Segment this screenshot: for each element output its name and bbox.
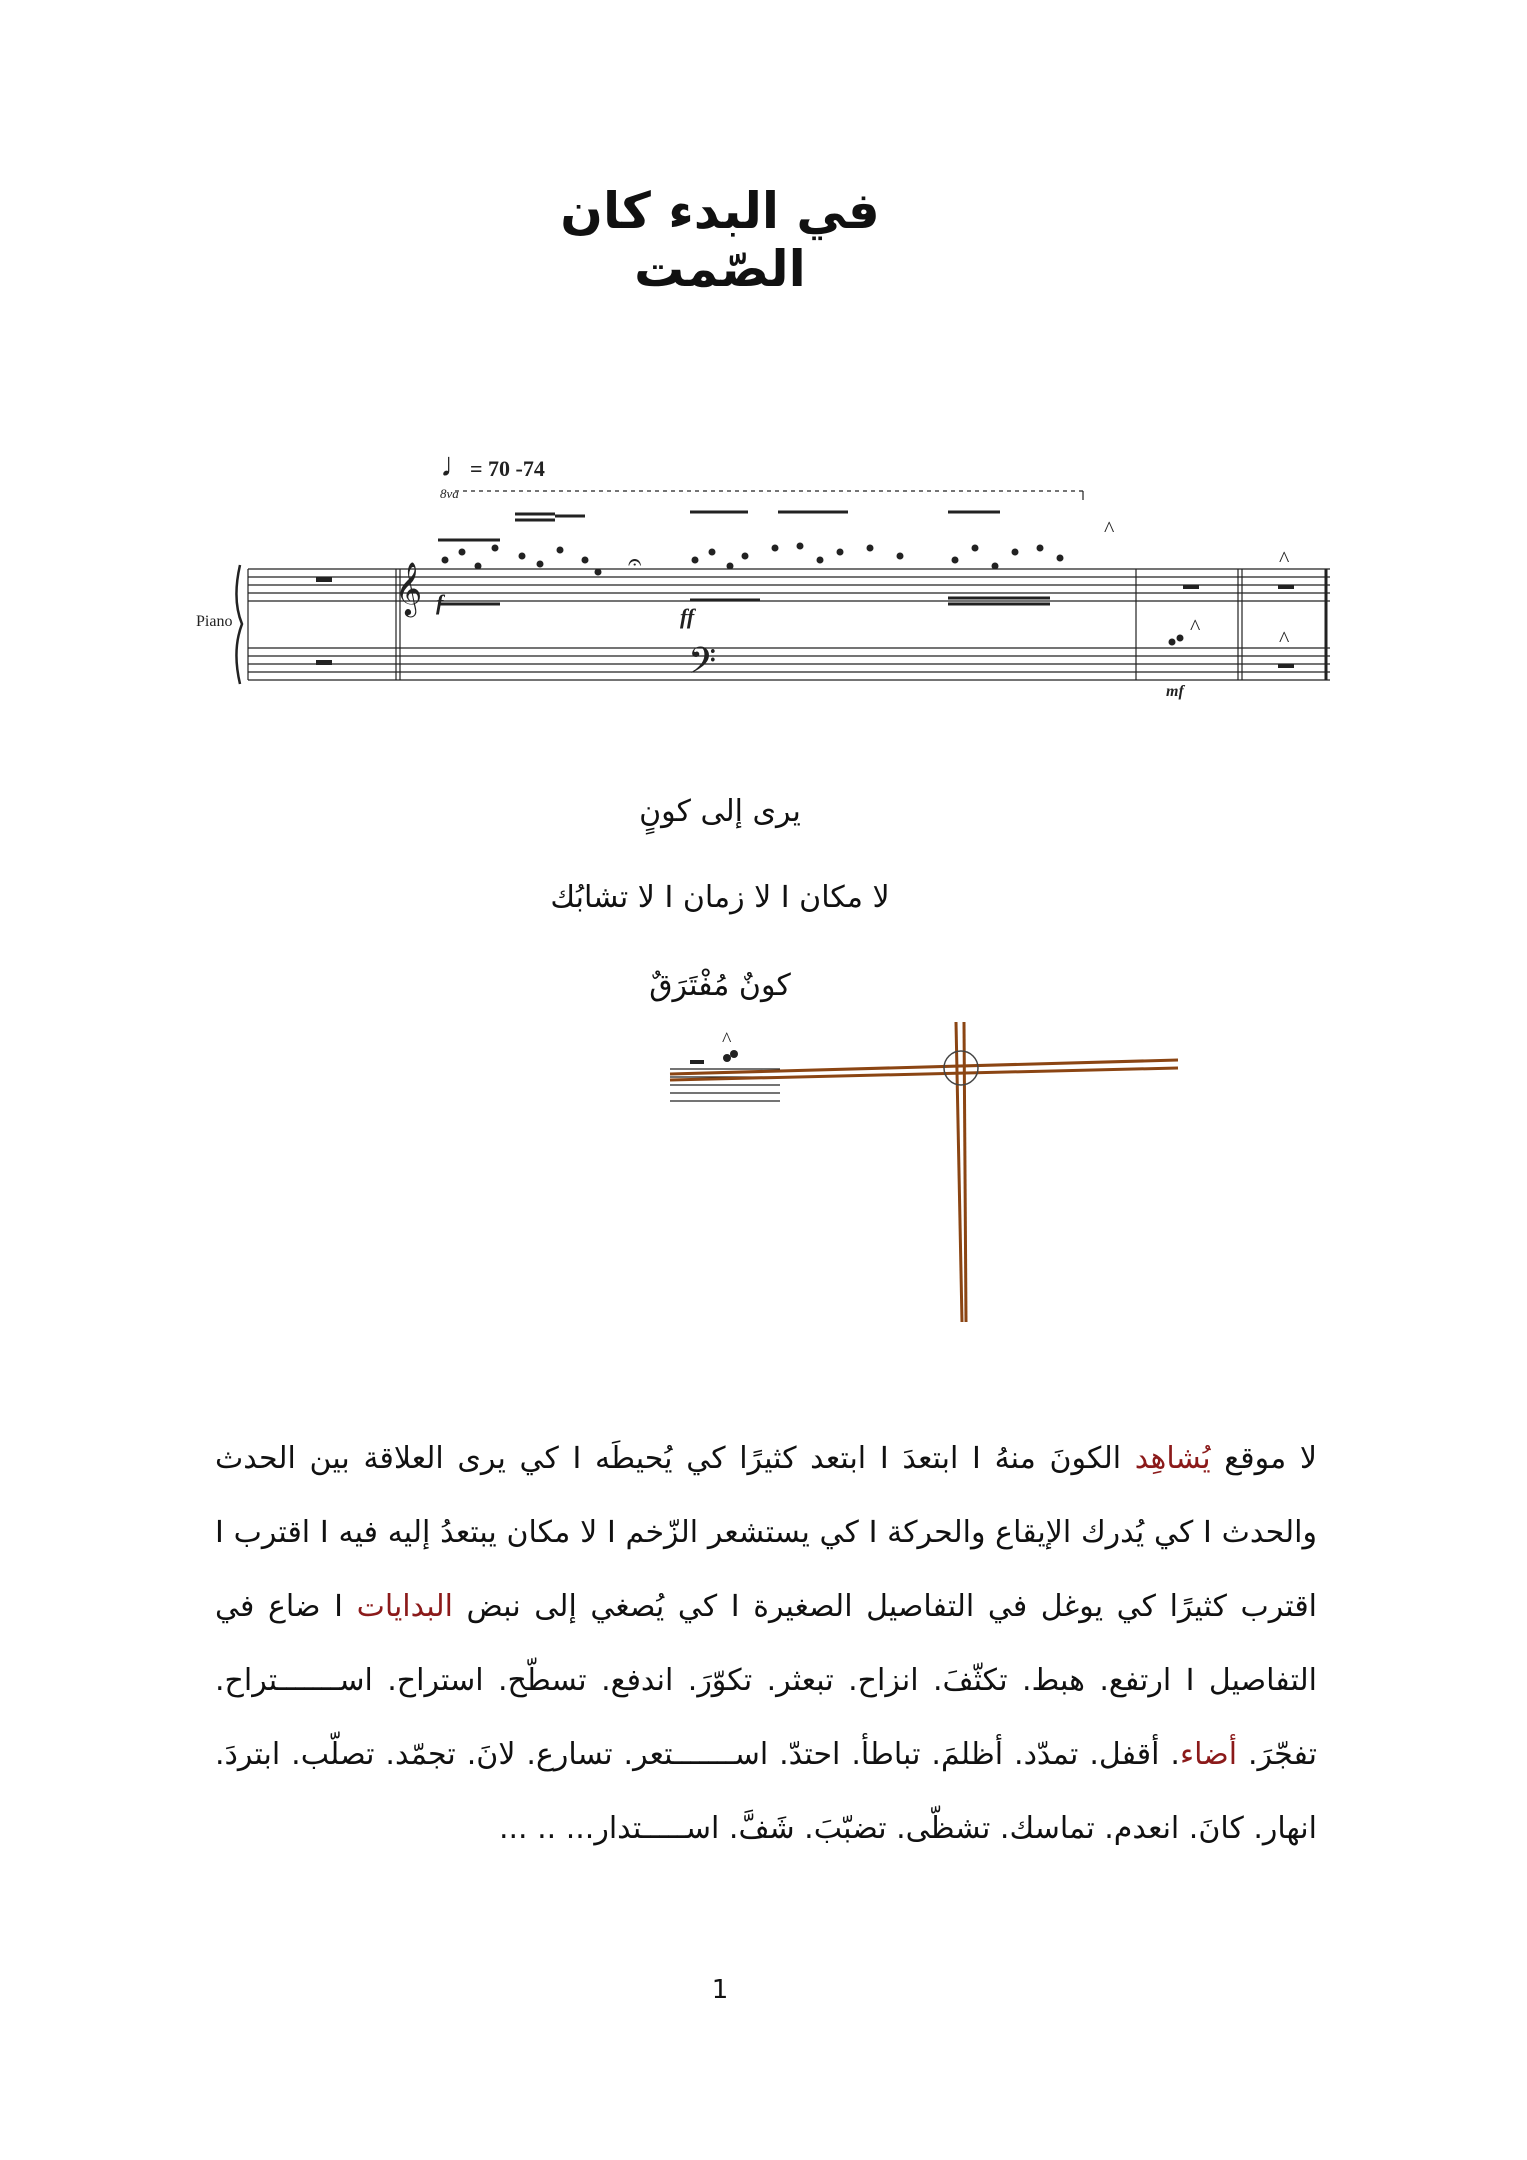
prose-text: . أقفل. تمدّد. أظلمَ. تباطأ. احتدّ. اســـــــتعر. تسارع. لانَ. تجمّد. تصلّب. ابتردَ. انهار. كانَ. انعدم. تماسك. تشظّى. تضبّبَ. شَفَّ. اســـــتدار... .. ...: [215, 1737, 1317, 1846]
dynamic-mf: mf: [1166, 683, 1184, 700]
svg-text:𝄢: 𝄢: [688, 641, 717, 690]
prose-text: الكونَ منهُ I ابتعدَ I ابتعد كثيرًا كي يُحيطَه I كي يرى العلاقة بين الحدث والحدث I كي يُدرك الإيقاع والحركة I كي يستشعر الزّخم I لا مكان يبتعدُ إليه فيه I اقترب I اقترب كثيرًا كي يوغل في التفاصيل الصغيرة I كي يُصغي إلى نبض: [215, 1441, 1317, 1624]
highlight-word: أضاء: [1179, 1737, 1238, 1772]
prose-text: لا موقع: [1210, 1441, 1317, 1476]
svg-text:^: ^: [1279, 546, 1290, 571]
svg-text:^: ^: [722, 1029, 732, 1051]
svg-text:^: ^: [1279, 626, 1290, 651]
verse-line-3: كونٌ مُفْتَرَقٌ: [649, 968, 791, 1003]
verse-line-2: لا مكان I لا زمان I لا تشابُك: [550, 880, 890, 915]
svg-text:^: ^: [1190, 614, 1201, 639]
prose-text: I ضاع في التفاصيل I ارتفع. هبط. تكثّفَ. انزاح. تبعثر. تكوّرَ. اندفع. تسطّح. استراح. اســـــــتراح. تفجّرَ.: [215, 1589, 1318, 1772]
prose-paragraph: [215, 1422, 1317, 1866]
highlight-word: يُشاهِد: [1134, 1441, 1211, 1476]
svg-text:𝄞: 𝄞: [395, 563, 423, 614]
tempo-marking: = 70 -74: [470, 456, 545, 481]
page-number: 1: [711, 1975, 729, 2005]
instrument-label: Piano: [196, 613, 233, 630]
highlight-word: البدايات: [356, 1589, 453, 1624]
verse-line-1: يرى إلى كونٍ: [639, 794, 801, 829]
page-title: في البدء كان الصّمت: [560, 182, 880, 298]
octave-marking: 8va: [440, 486, 459, 501]
dynamic-f: f: [436, 590, 444, 615]
dynamic-ff: ff: [680, 604, 695, 629]
svg-text:𝄐: 𝄐: [628, 550, 642, 576]
svg-text:^: ^: [1104, 516, 1115, 541]
svg-text:♩: ♩: [440, 447, 474, 484]
